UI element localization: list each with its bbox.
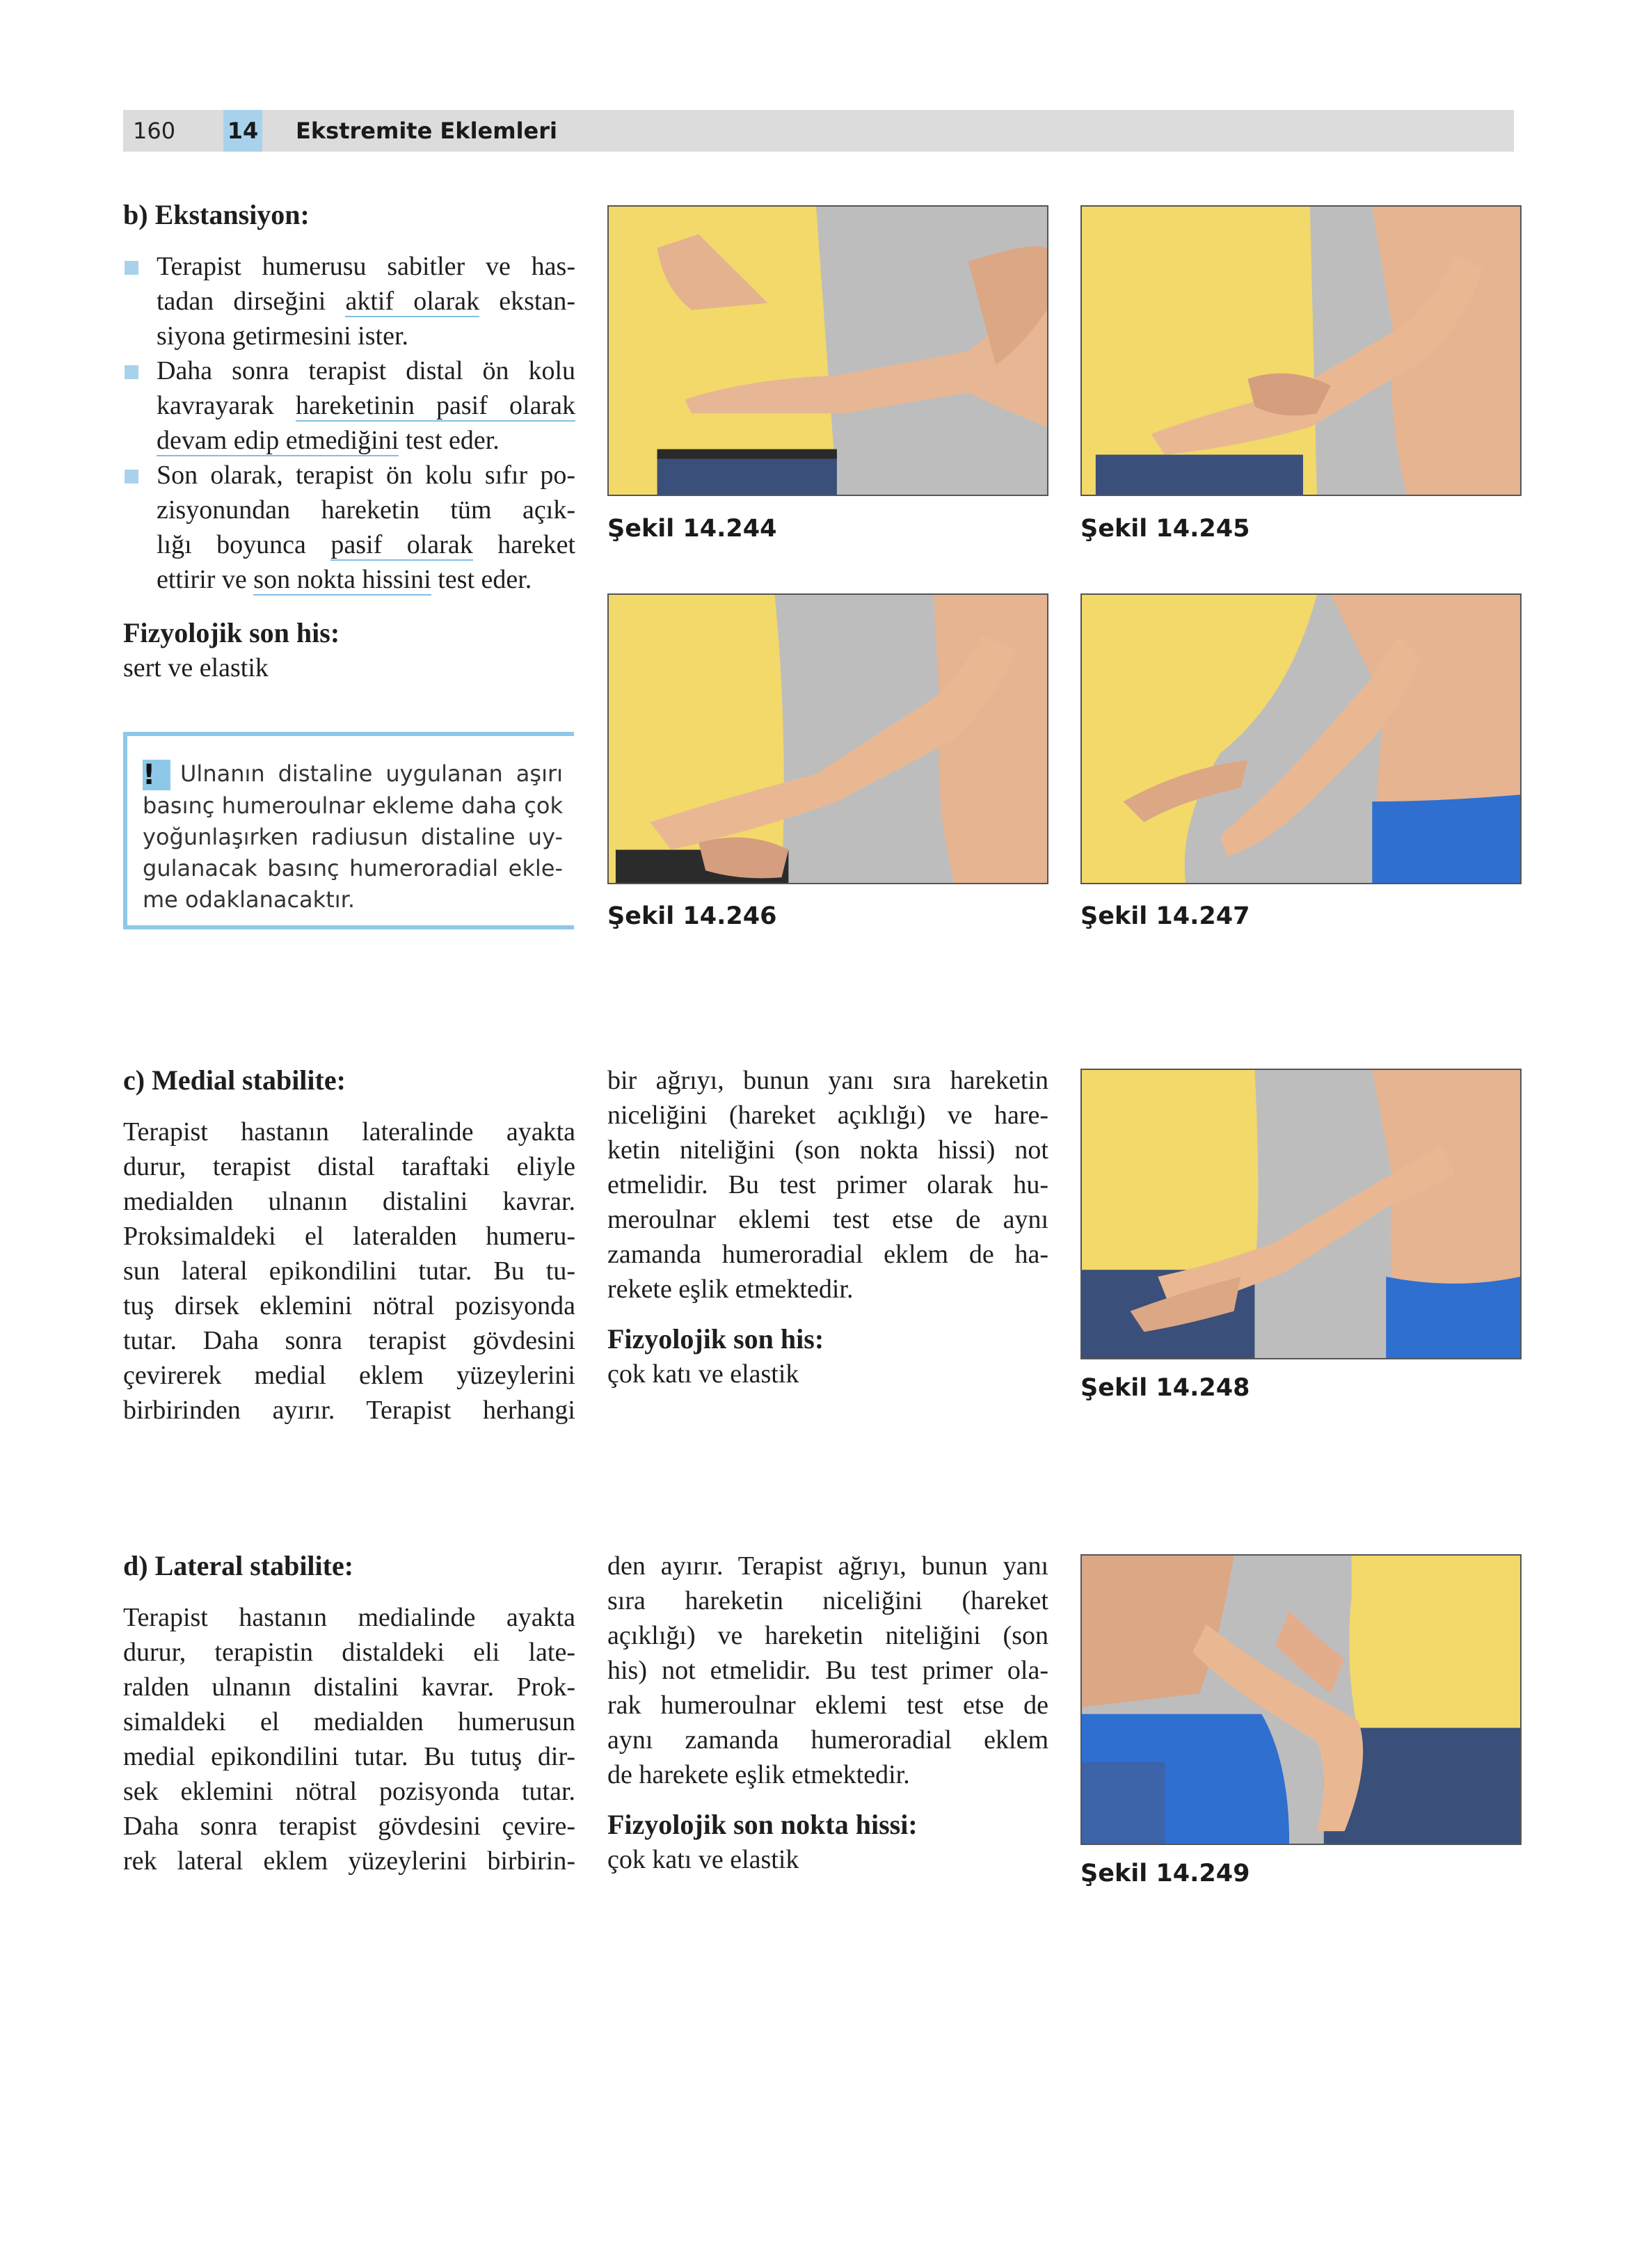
text-line: rekete eşlik etmektedir. bbox=[607, 1275, 854, 1304]
figure-14-248-caption: Şekil 14.248 bbox=[1080, 1374, 1250, 1402]
text-line: Daha sonra terapist gövdesini çevire- bbox=[123, 1812, 575, 1841]
highlighted-term: pasif olarak bbox=[330, 530, 473, 559]
text-line: rak humeroulnar eklemi test etse de bbox=[607, 1691, 1048, 1720]
section-d-column-2 bbox=[607, 1549, 1048, 1792]
section-c-column-2 bbox=[607, 1063, 1048, 1307]
text-line: bir ağrıyı, bunun yanı sıra hareketin bbox=[607, 1066, 1048, 1095]
note-line: basınç humeroulnar ekleme daha çok bbox=[143, 792, 563, 819]
running-header bbox=[123, 110, 1514, 152]
text-line: sek eklemini nötral pozisyonda tutar. bbox=[123, 1777, 575, 1806]
page-number: 160 bbox=[133, 118, 176, 144]
text-line: tuş dirsek eklemini nötral pozisyonda bbox=[123, 1291, 575, 1320]
text-line: birbirinden ayırır. Terapist herhangi bbox=[123, 1396, 575, 1425]
bullet-line: kavrayarak hareketinin pasif olarak bbox=[157, 391, 575, 420]
section-c-heading: c) Medial stabilite: bbox=[123, 1064, 346, 1096]
section-c-column-1 bbox=[123, 1115, 575, 1428]
text-line: simaldeki el medialden humerusun bbox=[123, 1707, 575, 1736]
text-line: ketin niteliğini (son nokta hissi) not bbox=[607, 1135, 1048, 1165]
text-line: medialden ulnanın distalini kavrar. bbox=[123, 1187, 575, 1216]
bullet-line: Daha sonra terapist distal ön kolu bbox=[157, 356, 575, 385]
text-line: de harekete eşlik etmektedir. bbox=[607, 1760, 910, 1789]
text-line: açıklığı) ve hareketin niteliğini (son bbox=[607, 1621, 1048, 1650]
figure-14-245-photo bbox=[1080, 205, 1522, 496]
text-line: durur, terapist distal taraftaki eliyle bbox=[123, 1152, 575, 1181]
note-box bbox=[123, 732, 574, 929]
highlighted-term: son nokta hissini bbox=[253, 565, 431, 594]
section-b-endfeel-heading: Fizyolojik son his: bbox=[123, 617, 340, 648]
figure-14-249-photo bbox=[1080, 1554, 1522, 1845]
bullet-line: siyona getirmesini ister. bbox=[157, 321, 409, 351]
text-line: sıra hareketin niceliğini (hareket bbox=[607, 1586, 1048, 1615]
section-b-endfeel-value: sert ve elastik bbox=[123, 653, 269, 682]
text-line: his) not etmelidir. Bu test primer ola- bbox=[607, 1656, 1048, 1685]
section-b-bullet-list bbox=[123, 249, 575, 597]
text-line: tutar. Daha sonra terapist gövdesini bbox=[123, 1326, 575, 1355]
section-b-heading: b) Ekstansiyon: bbox=[123, 199, 310, 230]
text-line: zamanda humeroradial eklem de ha- bbox=[607, 1240, 1048, 1269]
section-c-endfeel-heading: Fizyolojik son his: bbox=[607, 1323, 824, 1355]
note-line: yoğunlaşırken radiusun distaline uy- bbox=[143, 824, 563, 850]
chapter-title: Ekstremite Eklemleri bbox=[296, 118, 557, 144]
highlighted-term: hareketinin pasif olarak bbox=[295, 391, 575, 420]
text-line: ralden ulnanın distalini kavrar. Prok- bbox=[123, 1672, 575, 1702]
text-line: Terapist hastanın lateralinde ayakta bbox=[123, 1117, 575, 1147]
bullet-line: ettirir ve son nokta hissini test eder. bbox=[157, 565, 532, 594]
text-line: rek lateral eklem yüzeylerini birbirin- bbox=[123, 1846, 575, 1876]
text-line: sun lateral epikondilini tutar. Bu tu- bbox=[123, 1256, 575, 1286]
section-d-column-1 bbox=[123, 1600, 575, 1878]
figure-14-245-caption: Şekil 14.245 bbox=[1080, 515, 1250, 543]
bullet-line: zisyonundan hareketin tüm açık- bbox=[157, 495, 575, 525]
bullet-item bbox=[123, 249, 575, 353]
bullet-line: tadan dirseğini aktif olarak ekstan- bbox=[157, 287, 575, 316]
figure-14-244-caption: Şekil 14.244 bbox=[607, 515, 777, 543]
section-d-heading: d) Lateral stabilite: bbox=[123, 1550, 354, 1581]
exclamation-icon: ! bbox=[143, 760, 170, 790]
section-d-endfeel-heading: Fizyolojik son nokta hissi: bbox=[607, 1809, 918, 1840]
figure-14-247-photo bbox=[1080, 593, 1522, 884]
bullet-square-icon bbox=[125, 365, 138, 379]
text-line: meroulnar eklemi test etse de aynı bbox=[607, 1205, 1048, 1234]
text-line: durur, terapistin distaldeki eli late- bbox=[123, 1638, 575, 1667]
text-line: Proksimaldeki el lateralden humeru- bbox=[123, 1222, 575, 1251]
text-line: den ayırır. Terapist ağrıyı, bunun yanı bbox=[607, 1551, 1048, 1581]
figure-14-244-photo bbox=[607, 205, 1048, 496]
figure-14-247-caption: Şekil 14.247 bbox=[1080, 902, 1250, 930]
text-line: aynı zamanda humeroradial eklem bbox=[607, 1725, 1048, 1755]
bullet-item bbox=[123, 353, 575, 458]
bullet-line: Son olarak, terapist ön kolu sıfır po- bbox=[157, 461, 575, 490]
figure-14-246-caption: Şekil 14.246 bbox=[607, 902, 777, 930]
bullet-item bbox=[123, 458, 575, 597]
bullet-line: devam edip etmediğini test eder. bbox=[157, 426, 500, 455]
text-line: Terapist hastanın medialinde ayakta bbox=[123, 1603, 575, 1632]
text-line: etmelidir. Bu test primer olarak hu- bbox=[607, 1170, 1048, 1199]
note-text bbox=[143, 758, 563, 916]
section-d-endfeel-value: çok katı ve elastik bbox=[607, 1845, 799, 1874]
text-line: çevirerek medial eklem yüzeylerini bbox=[123, 1361, 575, 1390]
bullet-line: lığı boyunca pasif olarak hareket bbox=[157, 530, 576, 559]
chapter-number-badge: 14 bbox=[223, 110, 262, 152]
text-line: niceliğini (hareket açıklığı) ve hare- bbox=[607, 1101, 1048, 1130]
highlighted-term: aktif olarak bbox=[345, 287, 480, 316]
note-line: ! Ulnanın distaline uygulanan aşırı bbox=[143, 759, 563, 791]
figure-14-246-photo bbox=[607, 593, 1048, 884]
section-c-endfeel-value: çok katı ve elastik bbox=[607, 1359, 799, 1389]
bullet-square-icon bbox=[125, 261, 138, 275]
bullet-line: Terapist humerusu sabitler ve has- bbox=[157, 252, 575, 281]
highlighted-term: devam edip etmediğini bbox=[157, 426, 399, 455]
figure-14-248-photo bbox=[1080, 1069, 1522, 1359]
bullet-square-icon bbox=[125, 470, 138, 484]
figure-14-249-caption: Şekil 14.249 bbox=[1080, 1860, 1250, 1887]
note-line: gulanacak basınç humeroradial ekle- bbox=[143, 855, 563, 881]
text-line: medial epikondilini tutar. Bu tutuş dir- bbox=[123, 1742, 575, 1771]
note-line: me odaklanacaktır. bbox=[143, 886, 356, 913]
